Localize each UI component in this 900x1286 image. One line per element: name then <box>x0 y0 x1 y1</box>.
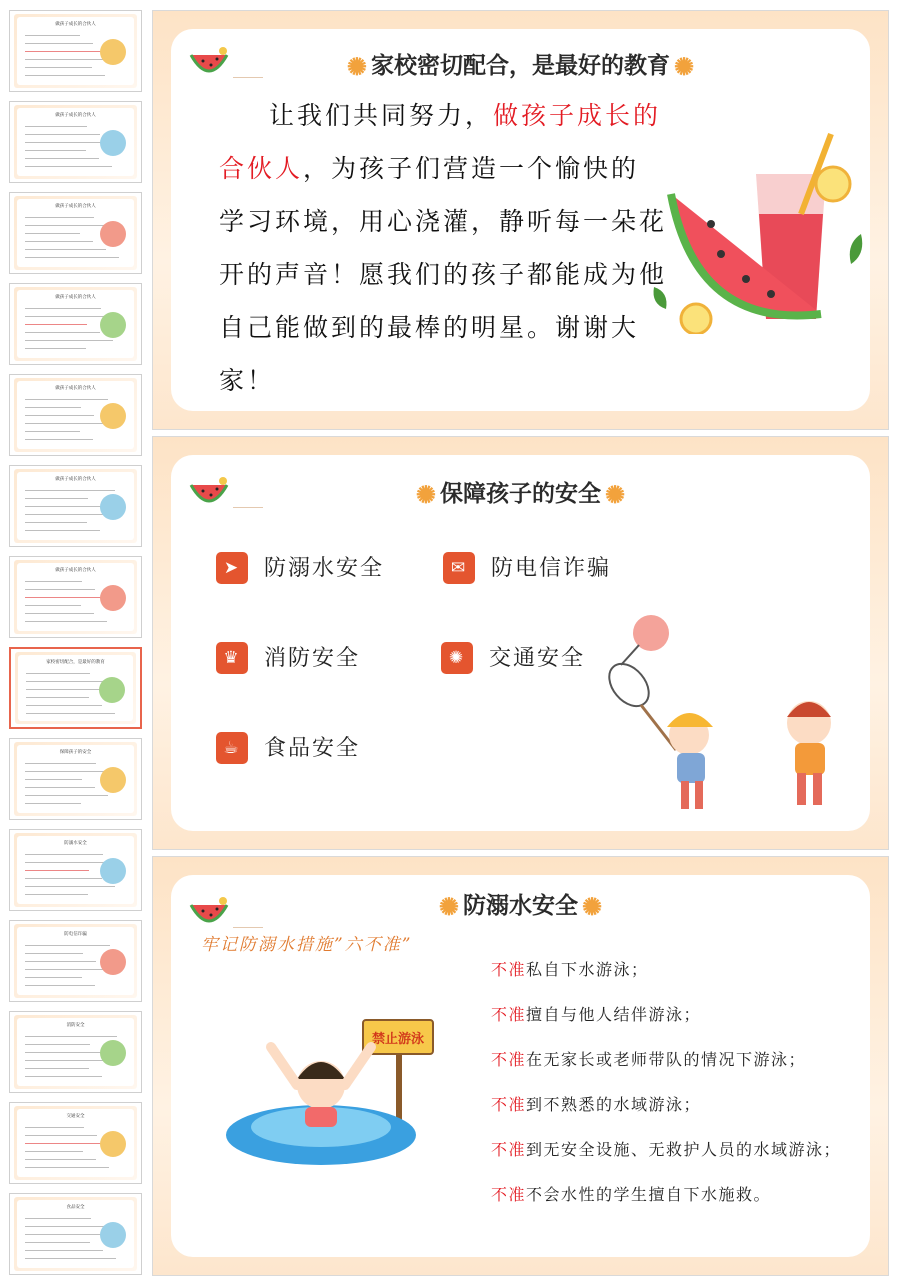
thumbnail-text-line <box>25 522 87 523</box>
thumbnail-title: 防溺水安全 <box>64 841 87 846</box>
thumbnail-text-line <box>25 158 99 159</box>
thumbnail-text-line <box>25 530 100 531</box>
thumbnail-illustration <box>100 312 126 338</box>
thumbnail-title: 保障孩子的安全 <box>59 750 92 755</box>
slide-thumbnail-11[interactable] <box>9 920 142 1002</box>
slide-thumbnail-10[interactable] <box>9 829 142 911</box>
thumbnail-card <box>17 836 134 904</box>
slide-card <box>171 875 870 1257</box>
thumbnail-text-line <box>25 985 95 986</box>
slide-title: ✺ 防溺水安全 ✺ <box>438 892 603 921</box>
thumbnail-illustration <box>100 949 126 975</box>
rule-item <box>491 957 649 980</box>
thumbnail-text-line <box>25 431 80 432</box>
thumbnail-text-line <box>25 854 103 855</box>
thumbnail-text-line <box>25 249 106 250</box>
thumbnail-card <box>17 745 134 813</box>
thumbnail-text-line <box>25 961 96 962</box>
thumbnail-text-line <box>25 1250 103 1251</box>
thumbnail-text-line <box>25 1167 109 1168</box>
rule-text: 擅自与他人结伴游泳； <box>526 1005 702 1024</box>
thumbnail-text-line <box>25 225 107 226</box>
thumbnail-illustration <box>100 767 126 793</box>
thumbnail-text-line <box>25 1052 103 1053</box>
thumbnail-text-line <box>25 886 115 887</box>
thumbnail-illustration <box>100 1222 126 1248</box>
thumbnail-illustration <box>100 494 126 520</box>
thumbnail-text-line <box>25 233 80 234</box>
thumbnail-title: 做孩子成长的合伙人 <box>55 204 96 209</box>
rule-item <box>491 1182 771 1205</box>
slide-thumbnail-7[interactable] <box>9 556 142 638</box>
thumbnail-background <box>14 560 137 634</box>
thumbnail-text-line <box>25 589 95 590</box>
thumbnail-text-line <box>25 1135 97 1136</box>
rule-text: 私自下水游泳； <box>526 960 649 979</box>
thumbnail-title: 食品安全 <box>66 1205 85 1210</box>
slide-thumbnail-8[interactable] <box>9 647 142 729</box>
thumbnail-illustration <box>100 39 126 65</box>
slide-thumbnail-13[interactable] <box>9 1102 142 1184</box>
thumbnail-background <box>14 1106 137 1180</box>
thumbnail-text-line <box>25 1068 89 1069</box>
thumbnail-text-line <box>25 498 88 499</box>
thumbnail-title: 做孩子成长的合伙人 <box>55 477 96 482</box>
slide-thumbnail-5[interactable] <box>9 374 142 456</box>
thumbnail-text-line <box>25 953 83 954</box>
thumbnail-background <box>14 196 137 270</box>
thumbnail-text-line <box>25 308 101 309</box>
thumbnail-text-line <box>25 217 94 218</box>
thumbnail-illustration <box>100 221 126 247</box>
thumbnail-text-line <box>25 407 81 408</box>
thumbnail-text-line <box>25 945 110 946</box>
drowning-child-illustration <box>221 995 441 1175</box>
thumbnail-text-line <box>25 597 108 598</box>
rule-item <box>491 1002 701 1025</box>
rule-text: 不会水性的学生擅自下水施救。 <box>526 1185 772 1204</box>
slide-card: ✺ 保障孩子的安全 ✺ ➤ 防溺水安全 ✉ 防电信诈骗 ♛ 消防安全 ✺ 交通安全 ☕ 食品安全 <box>171 455 870 831</box>
thumbnail-background <box>14 287 137 361</box>
thumbnail-text-line <box>25 241 93 242</box>
sun-icon: ✺ <box>605 480 626 509</box>
thumbnail-title: 做孩子成长的合伙人 <box>55 386 96 391</box>
paper-plane-icon: ➤ <box>216 552 248 584</box>
rule-keyword: 不准 <box>491 1140 527 1159</box>
thumbnail-card <box>17 1109 134 1177</box>
thumbnail-card <box>17 563 134 631</box>
thumbnail-text-line <box>25 621 107 622</box>
thumbnail-background <box>14 14 137 88</box>
thumbnail-text-line <box>26 697 89 698</box>
thumbnail-title: 做孩子成长的合伙人 <box>55 295 96 300</box>
thumbnail-text-line <box>25 126 87 127</box>
thumbnail-text-line <box>25 490 115 491</box>
sun-icon: ✺ <box>415 480 436 509</box>
thumbnail-text-line <box>25 795 108 796</box>
thumbnail-text-line <box>25 1218 91 1219</box>
thumbnail-text-line <box>25 399 108 400</box>
thumbnail-text-line <box>25 771 109 772</box>
sun-icon: ✺ <box>346 52 367 81</box>
divider <box>233 927 263 928</box>
thumbnail-text-line <box>25 1044 90 1045</box>
thumbnail-background <box>14 1015 137 1089</box>
highlight-text: 做孩子成长的合伙人 <box>219 101 662 183</box>
slide-education-cooperation[interactable] <box>152 10 889 430</box>
thumbnail-illustration <box>100 1131 126 1157</box>
thumbnail-title: 家校密切配合，是最好的教育 <box>46 660 105 665</box>
thumbnail-text-line <box>25 1151 83 1152</box>
thumbnail-text-line <box>25 605 81 606</box>
rule-item <box>491 1092 701 1115</box>
thumbnail-text-line <box>25 1076 102 1077</box>
thumbnail-text-line <box>25 423 107 424</box>
rule-keyword: 不准 <box>491 1185 527 1204</box>
no-swimming-sign: 禁止游泳 <box>371 1032 425 1047</box>
slide-thumbnail-panel <box>0 0 150 1286</box>
thumbnail-illustration <box>100 858 126 884</box>
slide-thumbnail-3[interactable] <box>9 192 142 274</box>
thumbnail-text-line <box>25 787 95 788</box>
watermelon-juice-illustration <box>651 124 871 334</box>
thumbnail-text-line <box>25 779 82 780</box>
closing-paragraph: 让我们共同努力，做孩子成长的合伙人，为孩子们营造一个愉快的学习环境，用心浇灌，静听每一朵花开的声音！愿我们的孩子都能成为他自己能做到的最棒的明星。谢谢大家！ <box>219 101 668 395</box>
thumbnail-background <box>14 833 137 907</box>
thumbnail-text-line <box>25 1242 90 1243</box>
thumbnail-text-line <box>25 348 86 349</box>
thumbnail-text-line <box>25 894 88 895</box>
thumbnail-background <box>14 378 137 452</box>
thumbnail-background <box>14 924 137 998</box>
rule-text: 到无安全设施、无救护人员的水域游泳； <box>526 1140 842 1159</box>
thumbnail-text-line <box>26 673 90 674</box>
thumbnail-card <box>17 1200 134 1268</box>
sun-icon: ✺ <box>674 52 695 81</box>
thumbnail-text-line <box>25 969 109 970</box>
cup-icon: ☕ <box>216 732 248 764</box>
slide-card <box>171 29 870 411</box>
thumbnail-text-line <box>25 1159 96 1160</box>
thumbnail-text-line <box>25 35 80 36</box>
sun-icon: ✺ <box>582 892 603 921</box>
thumbnail-title: 做孩子成长的合伙人 <box>55 22 96 27</box>
rule-keyword: 不准 <box>491 1005 527 1024</box>
thumbnail-title: 做孩子成长的合伙人 <box>55 113 96 118</box>
trophy-icon: ♛ <box>216 642 248 674</box>
slide-thumbnail-4[interactable] <box>9 283 142 365</box>
thumbnail-title: 消防安全 <box>66 1023 85 1028</box>
slide-thumbnail-2[interactable] <box>9 101 142 183</box>
thumbnail-text-line <box>25 1036 117 1037</box>
rule-item <box>491 1137 841 1160</box>
thumbnail-text-line <box>25 43 93 44</box>
thumbnail-text-line <box>25 506 101 507</box>
thumbnail-title: 做孩子成长的合伙人 <box>55 568 96 573</box>
thumbnail-text-line <box>25 67 92 68</box>
thumbnail-text-line <box>25 977 82 978</box>
thumbnail-text-line <box>25 514 114 515</box>
thumbnail-card <box>17 199 134 267</box>
envelope-icon: ✉ <box>443 552 475 584</box>
thumbnail-text-line <box>25 1143 110 1144</box>
thumbnail-text-line <box>25 316 114 317</box>
thumbnail-text-line <box>25 1127 84 1128</box>
thumbnail-background <box>14 1197 137 1271</box>
slide-thumbnail-14[interactable] <box>9 1193 142 1275</box>
thumbnail-text-line <box>25 257 119 258</box>
thumbnail-card <box>17 927 134 995</box>
thumbnail-illustration <box>100 585 126 611</box>
slide-title: ✺ 家校密切配合，是最好的教育 ✺ <box>346 52 695 81</box>
rule-text: 在无家长或老师带队的情况下游泳； <box>526 1050 807 1069</box>
thumbnail-text-line <box>26 713 115 714</box>
thumbnail-illustration <box>99 677 125 703</box>
thumbnail-text-line <box>25 870 89 871</box>
thumbnail-illustration <box>100 1040 126 1066</box>
slide-thumbnail-12[interactable] <box>9 1011 142 1093</box>
subtitle: 牢记防溺水措施”六不准” <box>201 935 413 955</box>
thumbnail-card <box>17 290 134 358</box>
thumbnail-text-line <box>26 705 102 706</box>
thumbnail-card <box>17 17 134 85</box>
slide-thumbnail-6[interactable] <box>9 465 142 547</box>
thumbnail-text-line <box>25 150 86 151</box>
thumbnail-text-line <box>25 332 100 333</box>
thumbnail-text-line <box>25 51 106 52</box>
rule-keyword: 不准 <box>491 960 527 979</box>
rule-keyword: 不准 <box>491 1050 527 1069</box>
thumbnail-card <box>17 381 134 449</box>
thumbnail-card <box>17 472 134 540</box>
thumbnail-card <box>17 108 134 176</box>
thumbnail-text-line <box>25 75 105 76</box>
thumbnail-text-line <box>25 878 102 879</box>
children-playing-illustration <box>601 615 871 815</box>
thumbnail-text-line <box>25 581 82 582</box>
sun-icon: ✺ <box>438 892 459 921</box>
thumbnail-illustration <box>100 130 126 156</box>
thumbnail-text-line <box>26 681 103 682</box>
slide-thumbnail-9[interactable] <box>9 738 142 820</box>
thumbnail-text-line <box>25 415 94 416</box>
thumbnail-title: 防电信诈骗 <box>64 932 87 937</box>
thumbnail-title: 交通安全 <box>66 1114 85 1119</box>
thumbnail-text-line <box>25 166 112 167</box>
thumbnail-text-line <box>25 134 100 135</box>
gear-icon: ✺ <box>441 642 473 674</box>
thumbnail-text-line <box>25 1226 104 1227</box>
thumbnail-text-line <box>25 340 113 341</box>
rule-item <box>491 1047 806 1070</box>
thumbnail-text-line <box>25 1258 116 1259</box>
thumbnail-background <box>14 105 137 179</box>
thumbnail-background <box>14 742 137 816</box>
thumbnail-text-line <box>25 324 87 325</box>
thumbnail-card <box>17 1018 134 1086</box>
thumbnail-illustration <box>100 403 126 429</box>
thumbnail-text-line <box>25 439 93 440</box>
thumbnail-background <box>15 652 136 724</box>
thumbnail-text-line <box>25 803 81 804</box>
thumbnail-background <box>14 469 137 543</box>
thumbnail-card <box>18 655 133 721</box>
slide-title: ✺ 保障孩子的安全 ✺ <box>415 480 626 509</box>
slide-child-safety[interactable] <box>152 436 889 850</box>
rule-keyword: 不准 <box>491 1095 527 1114</box>
rule-text: 到不熟悉的水域游泳； <box>526 1095 702 1114</box>
thumbnail-text-line <box>25 763 96 764</box>
slide-drowning-safety[interactable] <box>152 856 889 1276</box>
slide-thumbnail-1[interactable] <box>9 10 142 92</box>
thumbnail-text-line <box>25 613 94 614</box>
